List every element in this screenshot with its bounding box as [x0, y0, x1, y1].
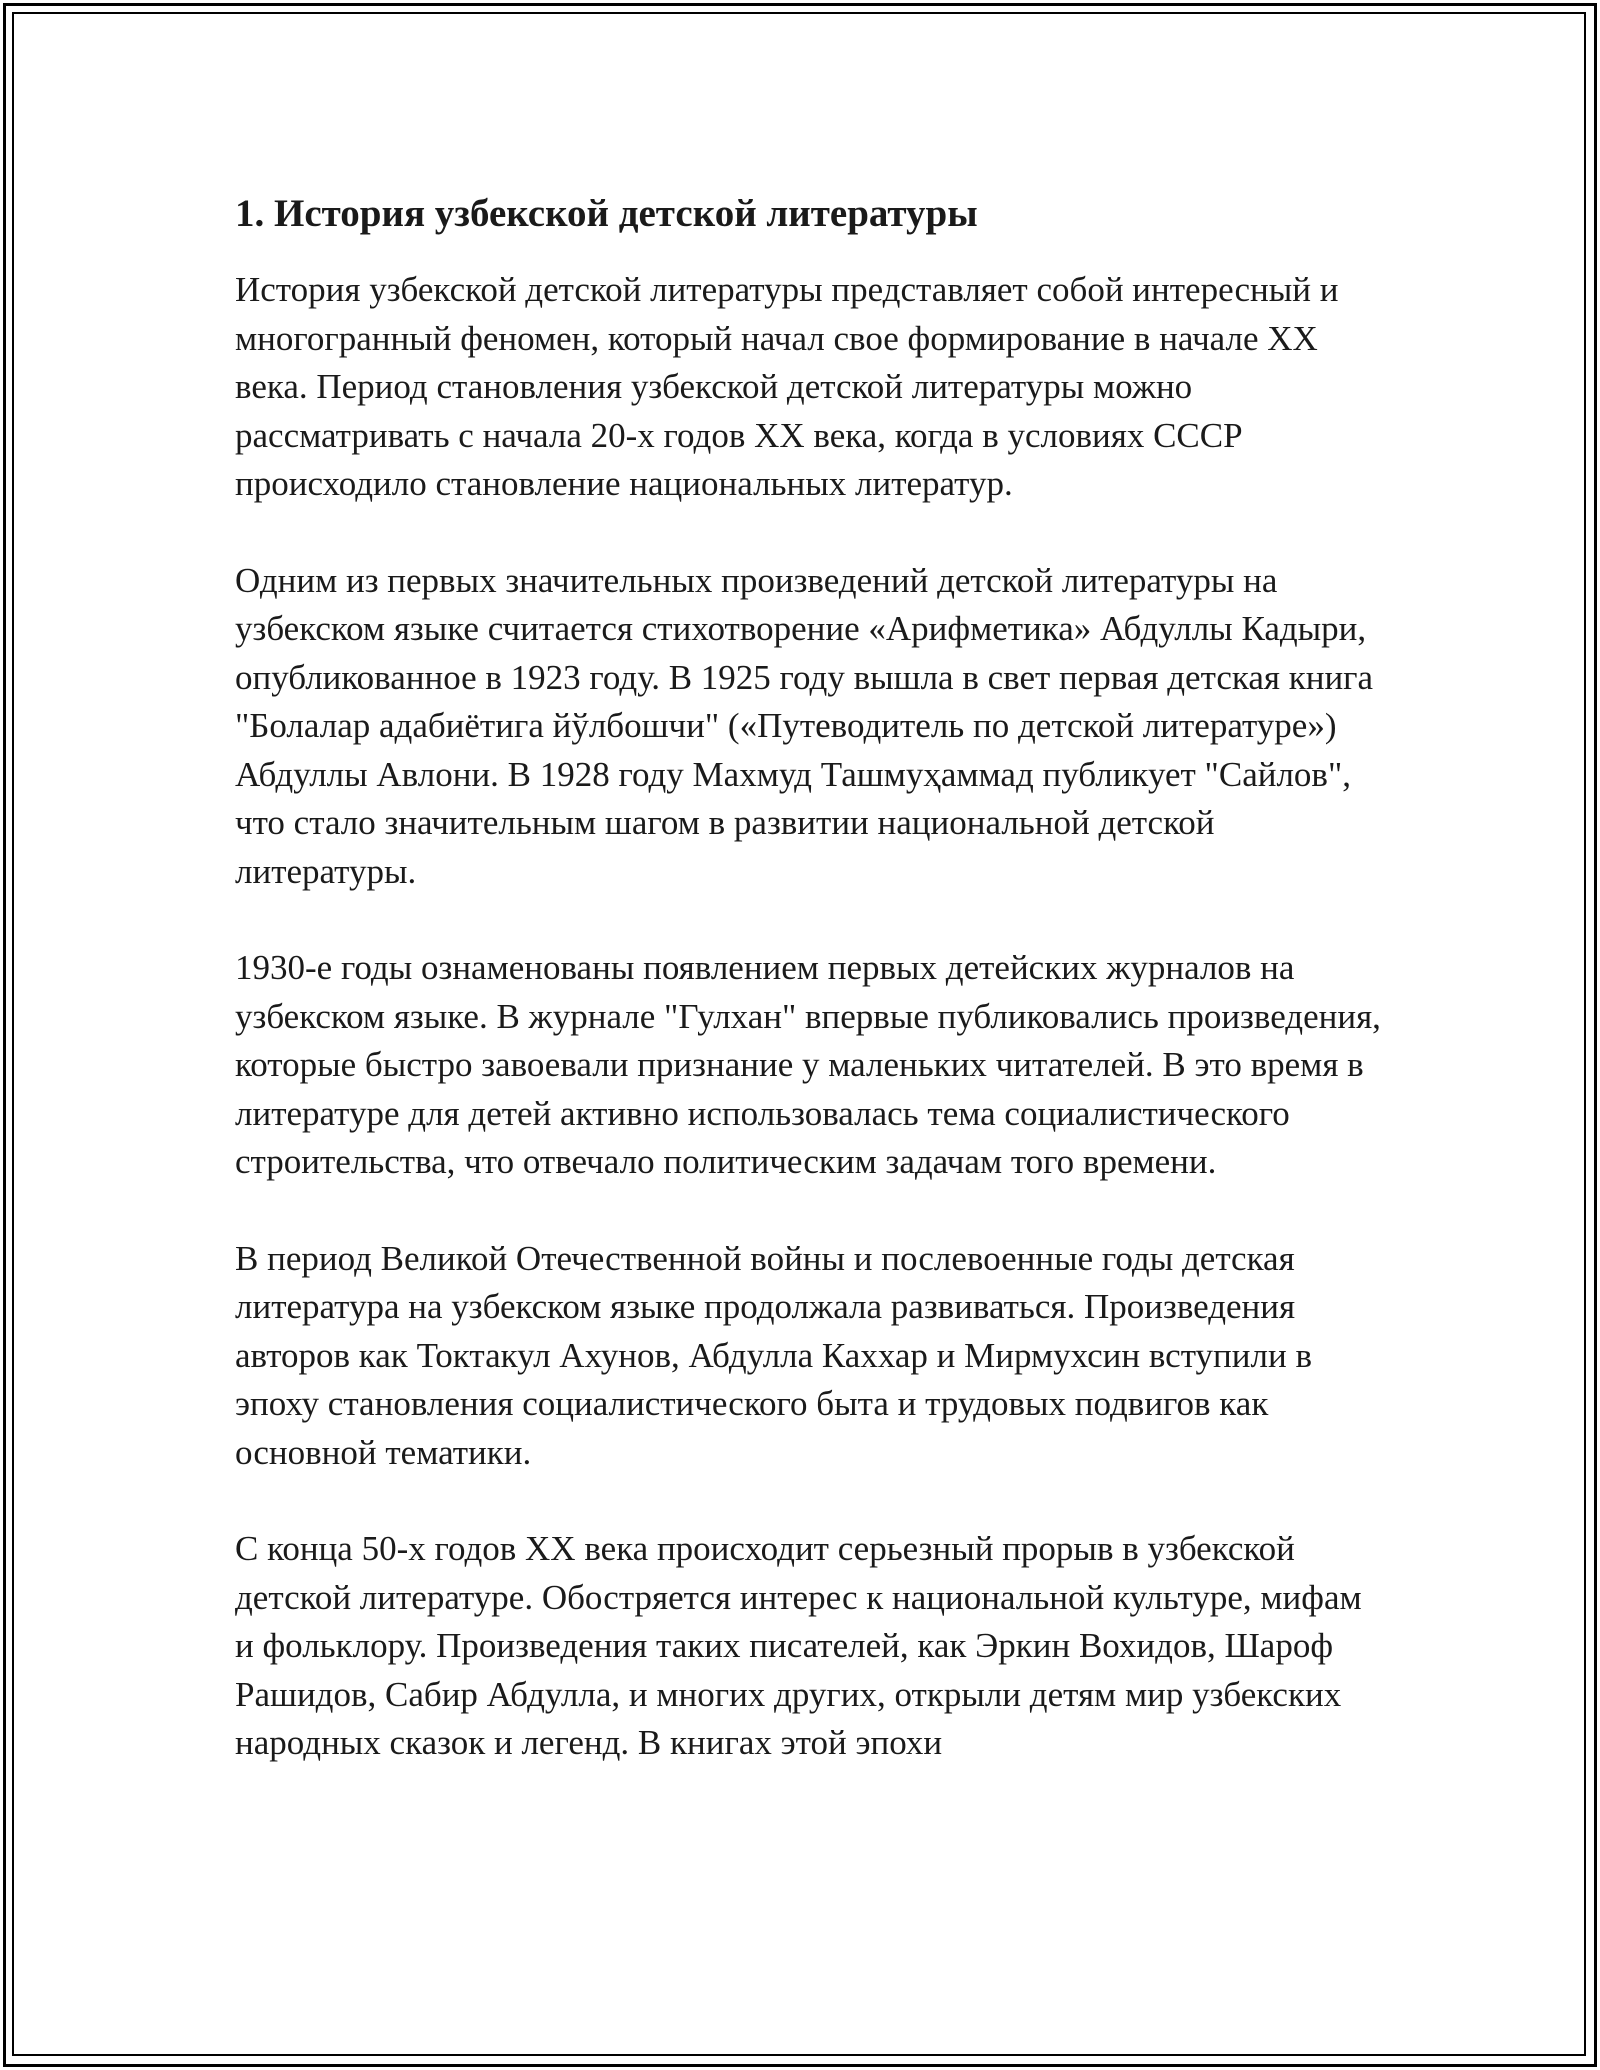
- document-body: [235, 190, 1385, 1816]
- paragraph-1: История узбекской детской литературы представляет собой интересный и многогранный феномен, который начал свое формирование в начале XX века. Период становления узбекской детской литературы можно рассматривать с начала 20-х годов XX века, когда в условиях СССР происходило становление национальных литератур.: [235, 270, 1339, 503]
- section-heading: 1. История узбекской детской литературы: [235, 192, 978, 235]
- paragraph-3: 1930-е годы ознаменованы появлением первых детейских журналов на узбекском языке. В журнале "Гулхан" впервые публиковались произведения, которые быстро завоевали признание у маленьких читателей. В это время в литературе для детей активно использовалась тема социалистического строительства, что отвечало политическим задачам того времени.: [235, 948, 1381, 1181]
- paragraph-5: С конца 50-х годов XX века происходит серьезный прорыв в узбекской детской литературе. Обостряется интерес к национальной культуре, мифам и фольклору. Произведения таких писателей, как Эркин Вохидов, Шароф Рашидов, Сабир Абдулла, и многих других, открыли детям мир узбекских народных сказок и легенд. В книгах этой эпохи: [235, 1529, 1362, 1762]
- paragraph-4: В период Великой Отечественной войны и послевоенные годы детская литература на узбекском языке продолжала развиваться. Произведения авторов как Токтакул Ахунов, Абдулла Каххар и Мирмухсин вступили в эпоху становления социалистического быта и трудовых подвигов как основной тематики.: [235, 1238, 1312, 1472]
- paragraph-2: Одним из первых значительных произведений детской литературы на узбекском языке считается стихотворение «Арифметика» Абдуллы Кадыри, опубликованное в 1923 году. В 1925 году вышла в свет первая детская книга "Болалар адабиётига йўлбошчи" («Путеводитель по детской литературе») Абдуллы Авлони. В 1928 году Махмуд Ташмуҳаммад публикует "Сайлов", что стало значительным шагом в развитии национальной детской литературы.: [235, 560, 1374, 891]
